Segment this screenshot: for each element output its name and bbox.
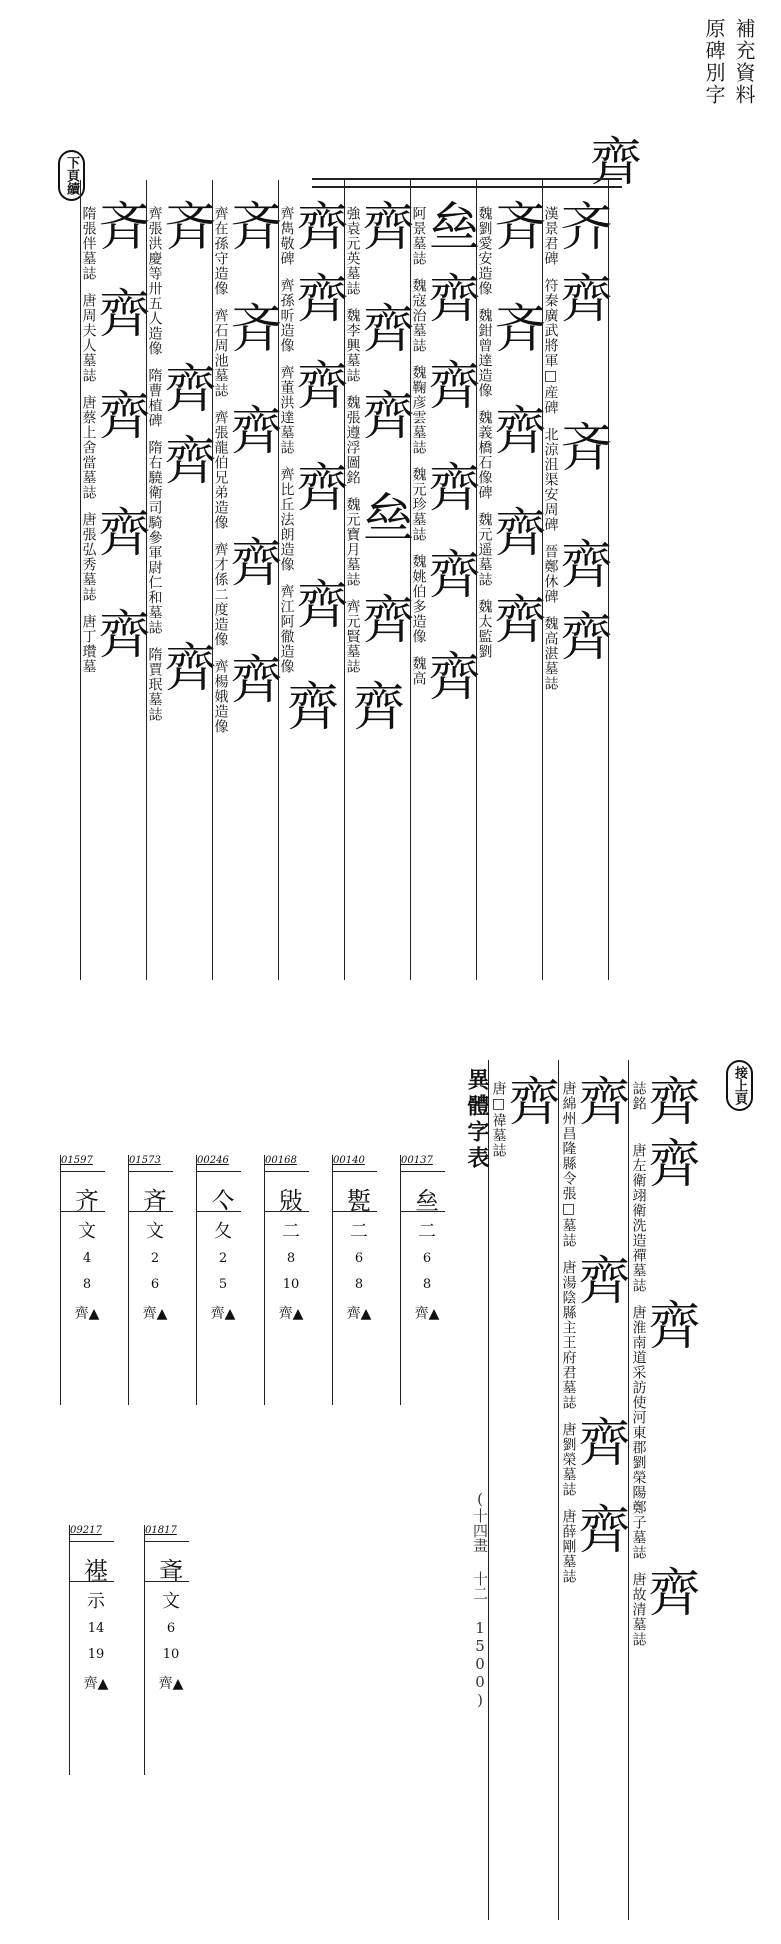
variant-char: 齊 <box>648 1297 701 1357</box>
entry <box>410 272 481 353</box>
table-title: 異體字表 <box>464 1068 490 1172</box>
card-cell: 4 <box>82 1251 92 1266</box>
entry-source: 齊江阿徹造像 <box>278 584 295 674</box>
entry-source: 齊董洪達墓誌 <box>278 365 295 455</box>
entry-source: 魏義橋石像碑 <box>476 410 493 500</box>
card-cell: 8 <box>82 1277 92 1292</box>
entry-source: 齊楊娥造像 <box>212 659 229 734</box>
entry-source: 魏寇治墓誌 <box>410 278 427 353</box>
entry-source: 齊石周池墓誌 <box>212 308 229 398</box>
column-rule <box>608 180 609 980</box>
entry <box>212 536 283 647</box>
card-code: 00168 <box>265 1155 297 1166</box>
card-cell: 齐 <box>75 1187 99 1215</box>
card-cell: 8 <box>422 1277 432 1292</box>
entry-source: 符秦廣武將軍□産碑 <box>542 278 559 415</box>
card-cell: 6 <box>166 1621 176 1636</box>
entry-source: 魏姚伯多造像 <box>410 554 427 644</box>
entry <box>476 593 547 659</box>
top-column <box>212 198 283 740</box>
entry-source: 魏元珍墓誌 <box>410 467 427 542</box>
card-cell: 㪒 <box>279 1187 303 1215</box>
card-line <box>197 1211 241 1212</box>
variant-char: 齊 <box>508 1073 561 1133</box>
card-cell: 夂 <box>214 1221 232 1242</box>
top-column <box>410 198 481 712</box>
entry <box>630 1075 701 1131</box>
entry-source: 唐□禕墓誌 <box>490 1081 507 1158</box>
section-title-char: 齊 <box>590 133 643 193</box>
entry-source: 隋右驍衛司騎參軍尉仁和墓誌 <box>146 440 163 635</box>
entry-source: 魏元寶月墓誌 <box>344 497 361 587</box>
entry <box>278 461 349 572</box>
entry <box>542 610 613 691</box>
entry-source: 唐綿州昌隆縣令張□墓誌 <box>560 1081 577 1248</box>
entry <box>410 200 481 266</box>
entry-source: 隋張伴墓誌 <box>80 206 97 281</box>
entry <box>344 593 415 674</box>
variant-char: 斉 <box>230 198 283 258</box>
header <box>699 18 759 106</box>
variant-char: 齊 <box>560 608 613 668</box>
card-cell: 齊▲ <box>210 1306 236 1322</box>
top-column <box>542 198 613 697</box>
top-column <box>146 198 217 728</box>
card-line <box>333 1211 377 1212</box>
card-cell: 亽 <box>211 1187 235 1215</box>
variant-char: 亝 <box>428 198 481 258</box>
entry <box>344 491 415 587</box>
variant-char: 齊 <box>648 1073 701 1133</box>
column-rule <box>476 180 477 980</box>
entry <box>287 680 339 736</box>
entry <box>344 200 415 296</box>
card-cell: 齊▲ <box>414 1306 440 1322</box>
entry <box>630 1137 701 1293</box>
entry-source: 齊雋敬碑 <box>278 206 295 266</box>
entry-source: 齊在孫守造像 <box>212 206 229 296</box>
card-code: 01597 <box>61 1155 93 1166</box>
column-rule <box>558 1060 559 1920</box>
entry-source: 晉鄭休碑 <box>542 544 559 604</box>
variant-char: 齊 <box>296 270 349 330</box>
entry-source: 唐周夫人墓誌 <box>80 293 97 383</box>
entry <box>80 608 151 674</box>
variant-char: 齊 <box>428 357 481 417</box>
card-line <box>70 1581 114 1582</box>
variant-char: 齊 <box>296 576 349 636</box>
entry <box>560 1254 631 1410</box>
variant-card <box>196 1155 247 1405</box>
variant-char: 齊 <box>164 432 217 492</box>
entry-source: 齊元賢墓誌 <box>344 599 361 674</box>
variant-char: 齊 <box>578 1252 631 1312</box>
top-column <box>476 198 547 665</box>
variant-char: 齊 <box>98 504 151 564</box>
card-line <box>401 1211 445 1212</box>
entry-source: 齊張洪慶等卅五人造像 <box>146 206 163 356</box>
entry <box>410 548 481 644</box>
variant-card <box>332 1155 383 1405</box>
variant-char: 齊 <box>164 639 217 699</box>
variant-card <box>69 1525 120 1775</box>
variant-char: 齊 <box>428 270 481 330</box>
top-rule-2 <box>312 186 622 188</box>
variant-char: 齊 <box>362 300 415 360</box>
entry <box>212 653 283 734</box>
variant-char: 齊 <box>296 459 349 519</box>
card-cell: 8 <box>354 1277 364 1292</box>
entry <box>344 302 415 383</box>
entry-source: 唐湯陰縣主王府君墓誌 <box>560 1260 577 1410</box>
entry-source: 魏鉗曾達造像 <box>476 308 493 398</box>
variant-char: 斉 <box>560 419 613 479</box>
card-code: 00137 <box>401 1155 433 1166</box>
entry <box>212 404 283 530</box>
top-column <box>80 198 151 680</box>
entry <box>410 461 481 542</box>
column-rule <box>410 180 411 980</box>
entry-source: 齊張龍伯兄弟造像 <box>212 410 229 530</box>
entry-source: 阿景墓誌 <box>410 206 427 266</box>
variant-char: 齐 <box>560 198 613 258</box>
card-line <box>333 1171 377 1172</box>
entry-source: 唐故清墓誌 <box>630 1572 647 1647</box>
variant-char: 齊 <box>578 1414 631 1474</box>
entry <box>146 200 217 356</box>
variant-char: 斉 <box>494 198 547 258</box>
entry-source: 齊孫昕造像 <box>278 278 295 353</box>
entry <box>212 302 283 398</box>
entry-source: 唐左衛翊衛洗造禪墓誌 <box>630 1143 647 1293</box>
entry <box>630 1566 701 1647</box>
card-line <box>129 1211 173 1212</box>
variant-card <box>128 1155 179 1405</box>
entry-source: 唐劉榮墓誌 <box>560 1422 577 1497</box>
variant-char: 斉 <box>230 300 283 360</box>
variant-char: 齊 <box>494 504 547 564</box>
entry-source: 魏鞠彦雲墓誌 <box>410 365 427 455</box>
variant-char: 齊 <box>230 651 283 711</box>
entry <box>410 359 481 455</box>
entry <box>542 200 613 266</box>
variant-char: 齊 <box>494 591 547 651</box>
entry-source: 齊比丘法朗造像 <box>278 467 295 572</box>
card-code: 09217 <box>70 1525 102 1536</box>
entry <box>80 287 151 383</box>
column-rule <box>278 180 279 980</box>
card-cell: 齊▲ <box>158 1676 184 1692</box>
entry <box>630 1299 701 1560</box>
bottom-column <box>490 1075 560 1164</box>
header-line2: 原碑別字 <box>702 18 726 106</box>
variant-char: 齊 <box>98 606 151 666</box>
bottom-column <box>560 1075 630 1590</box>
column-rule <box>344 180 345 980</box>
entry <box>353 680 405 736</box>
card-line <box>265 1211 309 1212</box>
entry <box>80 200 151 281</box>
card-cell: 齊▲ <box>142 1306 168 1322</box>
variant-card <box>144 1525 195 1775</box>
card-cell: 8 <box>286 1251 296 1266</box>
variant-char: 齊 <box>98 285 151 345</box>
variant-char: 齊 <box>286 678 339 738</box>
entry <box>410 650 481 706</box>
card-cell: 14 <box>87 1621 105 1636</box>
variant-char: 齊 <box>352 678 405 738</box>
continued-stamp: 接上頁 <box>726 1060 753 1111</box>
entry <box>476 302 547 398</box>
card-cell: 示 <box>87 1591 105 1612</box>
entry <box>476 404 547 500</box>
variant-char: 齊 <box>164 360 217 420</box>
entry <box>490 1075 561 1158</box>
entry <box>476 200 547 296</box>
card-code: 00246 <box>197 1155 229 1166</box>
variant-char: 齊 <box>578 1501 631 1561</box>
entry <box>560 1075 631 1248</box>
entry-source: 唐丁瓚墓 <box>80 614 97 674</box>
card-line <box>145 1541 189 1542</box>
table-note: (十四畫 十二 1500) <box>471 1490 489 1709</box>
variant-char: 齊 <box>578 1073 631 1133</box>
entry <box>542 421 613 532</box>
column-rule <box>212 180 213 980</box>
card-cell: 2 <box>218 1251 228 1266</box>
variant-char: 齊 <box>296 198 349 258</box>
entry <box>146 434 217 635</box>
entry-source: 北涼沮渠安周碑 <box>542 427 559 532</box>
card-code: 01817 <box>145 1525 177 1536</box>
card-cell: 㽄 <box>347 1187 371 1215</box>
card-cell: 齊▲ <box>74 1306 100 1322</box>
entry-source: 魏元遥墓誌 <box>476 512 493 587</box>
variant-char: 齊 <box>362 198 415 258</box>
card-line <box>61 1211 105 1212</box>
variant-char: 齊 <box>230 534 283 594</box>
variant-char: 齊 <box>230 402 283 462</box>
entry-source: 魏太監劉 <box>476 599 493 659</box>
entry-source: 唐蔡上舍當墓誌 <box>80 395 97 500</box>
entry <box>542 272 613 415</box>
variant-char: 齊 <box>494 402 547 462</box>
entry <box>146 641 217 722</box>
variant-char: 齊 <box>362 387 415 447</box>
entry <box>542 538 613 604</box>
entry <box>476 506 547 587</box>
column-rule <box>542 180 543 980</box>
entry <box>278 200 349 266</box>
card-cell: 2 <box>150 1251 160 1266</box>
card-line <box>145 1581 189 1582</box>
card-line <box>129 1171 173 1172</box>
top-rule <box>312 178 622 180</box>
card-cell: 齊▲ <box>278 1306 304 1322</box>
card-code: 00140 <box>333 1155 365 1166</box>
entry <box>80 389 151 500</box>
entry-source: 魏高 <box>410 656 427 686</box>
card-cell: 齊▲ <box>83 1676 109 1692</box>
card-cell: 文 <box>162 1591 180 1612</box>
entry <box>278 272 349 353</box>
card-cell: 斉 <box>143 1187 167 1215</box>
entry <box>278 578 349 674</box>
left-border <box>80 180 81 980</box>
entry-source: 隋曹植碑 <box>146 368 163 428</box>
card-cell: 二 <box>282 1221 300 1242</box>
card-line <box>197 1171 241 1172</box>
card-code: 01573 <box>129 1155 161 1166</box>
variant-char: 齊 <box>648 1564 701 1624</box>
card-cell: 齊▲ <box>346 1306 372 1322</box>
next-page-stamp: 下頁續 <box>58 150 85 201</box>
variant-char: 亝 <box>362 489 415 549</box>
entry <box>560 1416 631 1497</box>
entry-source: 魏劉愛安造像 <box>476 206 493 296</box>
entry <box>560 1503 631 1584</box>
variant-char: 斉 <box>98 198 151 258</box>
entry <box>344 389 415 485</box>
card-cell: 二 <box>418 1221 436 1242</box>
top-column <box>278 198 349 742</box>
entry-source: 隋賈珉墓誌 <box>146 647 163 722</box>
variant-card <box>60 1155 111 1405</box>
card-cell: 19 <box>87 1647 105 1662</box>
entry-source: 誌銘 <box>630 1081 647 1111</box>
card-cell: 6 <box>150 1277 160 1292</box>
entry <box>146 362 217 428</box>
card-line <box>401 1171 445 1172</box>
variant-card <box>400 1155 451 1405</box>
card-cell: 6 <box>422 1251 432 1266</box>
card-cell: 5 <box>218 1277 228 1292</box>
bottom-column <box>630 1075 700 1653</box>
entry <box>80 506 151 602</box>
card-cell: 亝 <box>415 1187 439 1215</box>
entry <box>278 359 349 455</box>
column-rule <box>146 180 147 980</box>
entry-source: 漢景君碑 <box>542 206 559 266</box>
entry-source: 魏張遵浮圖銘 <box>344 395 361 485</box>
card-cell: 10 <box>162 1647 180 1662</box>
variant-char: 斉 <box>494 300 547 360</box>
entry-source: 唐薛剛墓誌 <box>560 1509 577 1584</box>
entry-source: 魏李興墓誌 <box>344 308 361 383</box>
entry-source: 唐淮南道采訪使河東郡劉榮陽鄭子墓誌 <box>630 1305 647 1560</box>
card-cell: 二 <box>350 1221 368 1242</box>
card-cell: 文 <box>146 1221 164 1242</box>
entry-source: 魏高湛墓誌 <box>542 616 559 691</box>
variant-char: 齊 <box>98 387 151 447</box>
entry-source: 強袁元英墓誌 <box>344 206 361 296</box>
card-cell: 文 <box>78 1221 96 1242</box>
card-cell: 斊 <box>159 1557 183 1585</box>
card-line <box>61 1171 105 1172</box>
entry-source: 齊才係二度造像 <box>212 542 229 647</box>
top-column <box>344 198 415 742</box>
variant-card <box>264 1155 315 1405</box>
card-cell: 6 <box>354 1251 364 1266</box>
variant-char: 齊 <box>428 648 481 708</box>
header-line1: 補充資料 <box>732 18 756 106</box>
card-cell: 禥 <box>84 1557 108 1585</box>
variant-char: 齊 <box>296 357 349 417</box>
variant-char: 齊 <box>560 536 613 596</box>
variant-char: 齊 <box>428 459 481 519</box>
variant-char: 齊 <box>428 546 481 606</box>
card-line <box>265 1171 309 1172</box>
entry <box>212 200 283 296</box>
variant-char: 齊 <box>362 591 415 651</box>
card-cell: 10 <box>282 1277 300 1292</box>
variant-char: 齊 <box>560 270 613 330</box>
variant-char: 斉 <box>164 198 217 258</box>
variant-char: 齊 <box>648 1135 701 1195</box>
card-line <box>70 1541 114 1542</box>
entry-source: 唐張弘秀墓誌 <box>80 512 97 602</box>
